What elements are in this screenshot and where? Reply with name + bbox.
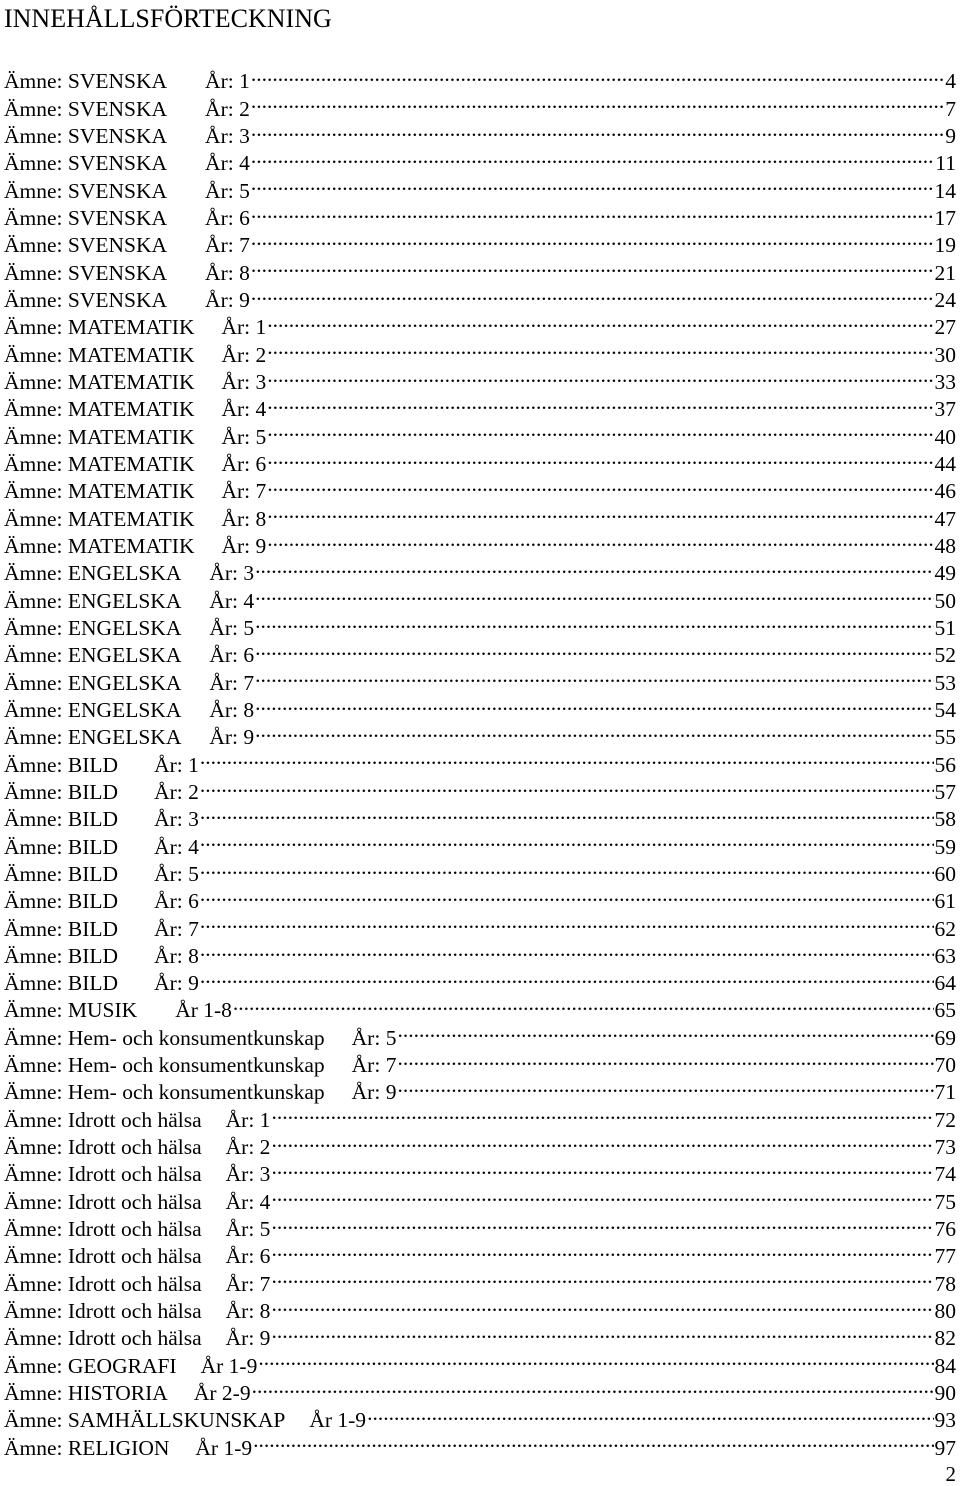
toc-entry-label <box>4 943 199 970</box>
toc-entry-page: 77 <box>934 1244 956 1269</box>
toc-entry-label <box>4 396 266 423</box>
toc-entry-year: År: 2 <box>154 779 199 804</box>
dot-leader <box>200 826 934 853</box>
dot-leader <box>251 88 944 115</box>
toc-entry-page: 30 <box>934 342 956 367</box>
dot-leader <box>267 416 933 443</box>
toc-entry-subject: Ämne: MATEMATIK <box>4 451 195 476</box>
toc-entry-subject: Ämne: Idrott och hälsa <box>4 1299 202 1324</box>
toc-entry-page: 72 <box>934 1107 956 1132</box>
toc-entry-label <box>4 150 250 177</box>
toc-entry-label <box>4 670 254 697</box>
toc-entry-page: 90 <box>934 1381 956 1406</box>
dot-leader <box>271 1209 933 1236</box>
toc-entry-page: 9 <box>945 123 956 148</box>
toc-entry-label <box>4 178 250 205</box>
toc-entry-year: År: 5 <box>154 861 199 886</box>
dot-leader <box>271 1181 933 1208</box>
toc-entry-page: 97 <box>934 1435 956 1460</box>
dot-leader <box>251 252 934 279</box>
toc-entry-page: 47 <box>934 506 956 531</box>
toc-entry-subject: Ämne: SVENSKA <box>4 205 168 230</box>
dot-leader <box>267 334 933 361</box>
toc-entry-subject: Ämne: BILD <box>4 752 119 777</box>
toc-entry-page: 84 <box>934 1353 956 1378</box>
toc-entry-label <box>4 1243 270 1270</box>
toc-entry-subject: Ämne: MATEMATIK <box>4 424 195 449</box>
dot-leader <box>251 61 944 88</box>
dot-leader <box>271 1127 933 1154</box>
dot-leader <box>267 471 933 498</box>
toc-entry-label <box>4 342 266 369</box>
dot-leader <box>397 1072 933 1099</box>
toc-entry-page: 93 <box>934 1408 956 1433</box>
toc-entry-subject: Ämne: Hem- och konsumentkunskap <box>4 1080 325 1105</box>
dot-leader <box>200 772 934 799</box>
toc-entry-label <box>4 916 199 943</box>
toc-entry-page: 78 <box>934 1271 956 1296</box>
dot-leader <box>267 362 933 389</box>
toc-entry-year: År: 9 <box>209 725 255 750</box>
dot-leader <box>255 717 933 744</box>
toc-entry-subject: Ämne: Idrott och hälsa <box>4 1189 202 1214</box>
toc-entry-subject: Ämne: BILD <box>4 889 119 914</box>
toc-entry-page: 76 <box>934 1217 956 1242</box>
toc-entry-year: År 1-9 <box>195 1435 253 1460</box>
toc-entry-year: År: 1 <box>205 69 250 94</box>
toc-entry-label <box>4 1189 270 1216</box>
toc-entry-subject: Ämne: MATEMATIK <box>4 369 195 394</box>
toc-entry-page: 61 <box>934 889 956 914</box>
toc-entry-subject: Ämne: Idrott och hälsa <box>4 1244 202 1269</box>
toc-entry-label <box>4 260 250 287</box>
toc-entry-label <box>4 834 199 861</box>
dot-leader <box>267 444 933 471</box>
toc-entry-page: 80 <box>934 1299 956 1324</box>
toc-entry-label <box>4 779 199 806</box>
toc-entry-page: 24 <box>934 287 956 312</box>
toc-entry-page: 40 <box>934 424 956 449</box>
toc-entry-year: År: 9 <box>205 287 250 312</box>
dot-leader <box>251 143 934 170</box>
dot-leader <box>253 1427 933 1454</box>
toc-entry-label <box>4 1161 270 1188</box>
toc-entry-page: 62 <box>934 916 956 941</box>
toc-entry-year: År: 3 <box>154 807 199 832</box>
toc-entry-label <box>4 752 199 779</box>
toc-entry-subject: Ämne: BILD <box>4 916 119 941</box>
toc-entry-label <box>4 314 266 341</box>
toc-entry-subject: Ämne: SVENSKA <box>4 178 168 203</box>
toc-entry-label <box>4 888 199 915</box>
toc-entry-label <box>4 970 199 997</box>
dot-leader <box>367 1400 933 1427</box>
toc-entry-page: 27 <box>934 315 956 340</box>
toc-entry-year: År: 3 <box>209 561 255 586</box>
toc-entry-label <box>4 697 254 724</box>
toc-entry-page: 44 <box>934 451 956 476</box>
toc-entry-year: År: 6 <box>205 205 250 230</box>
toc-entry-subject: Ämne: ENGELSKA <box>4 615 182 640</box>
toc-entry-subject: Ämne: MATEMATIK <box>4 506 195 531</box>
toc-entry-year: År: 4 <box>205 151 250 176</box>
toc-entry-label <box>4 806 199 833</box>
page-number: 2 <box>945 1462 956 1486</box>
toc-entry-label <box>4 96 250 123</box>
toc-entry-subject: Ämne: MATEMATIK <box>4 342 195 367</box>
dot-leader <box>200 744 934 771</box>
toc-entry-page: 14 <box>934 178 956 203</box>
dot-leader <box>397 1017 933 1044</box>
toc-entry-page: 4 <box>945 69 956 94</box>
toc-entry-subject: Ämne: BILD <box>4 943 119 968</box>
toc-entry-year: År: 7 <box>209 670 255 695</box>
toc-entry-subject: Ämne: ENGELSKA <box>4 697 182 722</box>
toc-entry-page: 7 <box>945 96 956 121</box>
toc-entry-subject: Ämne: Hem- och konsumentkunskap <box>4 1025 325 1050</box>
toc-entry-subject: Ämne: Idrott och hälsa <box>4 1135 202 1160</box>
toc-entry-year: År: 3 <box>205 123 250 148</box>
toc-entry-year: År: 3 <box>225 1162 271 1187</box>
toc-entry-label <box>4 1052 396 1079</box>
toc-entry-year: År 1-9 <box>200 1353 258 1378</box>
toc-entry-page: 49 <box>934 561 956 586</box>
dot-leader <box>251 170 934 197</box>
toc-entry-subject: Ämne: Idrott och hälsa <box>4 1217 202 1242</box>
toc-entry-label <box>4 287 250 314</box>
toc-entry-year: År: 7 <box>351 1053 397 1078</box>
toc-entry-year: År: 6 <box>225 1244 271 1269</box>
dot-leader <box>271 1291 933 1318</box>
dot-leader <box>255 635 933 662</box>
toc-entry-label <box>4 123 250 150</box>
toc-entry-page: 46 <box>934 479 956 504</box>
dot-leader <box>200 908 934 935</box>
toc-entry-subject: Ämne: BILD <box>4 807 119 832</box>
toc-entry-page: 19 <box>934 233 956 258</box>
toc-entry-page: 37 <box>934 397 956 422</box>
toc-entry-subject: Ämne: MATEMATIK <box>4 479 195 504</box>
toc-entry-subject: Ämne: MATEMATIK <box>4 533 195 558</box>
dot-leader <box>271 1236 933 1263</box>
dot-leader <box>200 881 934 908</box>
toc-entry-subject: Ämne: SVENSKA <box>4 123 168 148</box>
dot-leader <box>233 990 934 1017</box>
toc-entry-year: År: 6 <box>209 643 255 668</box>
dot-leader <box>271 1263 933 1290</box>
toc-entry-page: 17 <box>934 205 956 230</box>
toc-entry-year: År: 3 <box>221 369 267 394</box>
toc-entry-subject: Ämne: Idrott och hälsa <box>4 1326 202 1351</box>
toc-entry-label <box>4 642 254 669</box>
toc-entry-subject: Ämne: MATEMATIK <box>4 315 195 340</box>
toc-entry[interactable] <box>4 61 956 94</box>
toc-entry-subject: Ämne: Hem- och konsumentkunskap <box>4 1053 325 1078</box>
toc-entry-label <box>4 205 250 232</box>
toc-entry-label <box>4 997 232 1024</box>
toc-entry-year: År: 8 <box>209 697 255 722</box>
toc-entry-subject: Ämne: SVENSKA <box>4 260 168 285</box>
toc-entry-page: 50 <box>934 588 956 613</box>
toc-entry-year: År: 9 <box>351 1080 397 1105</box>
dot-leader <box>255 553 933 580</box>
dot-leader <box>200 936 934 963</box>
toc-entry-page: 56 <box>934 752 956 777</box>
toc-entry-year: År: 8 <box>154 943 199 968</box>
dot-leader <box>200 963 934 990</box>
toc-entry-page: 59 <box>934 834 956 859</box>
dot-leader <box>267 526 933 553</box>
dot-leader <box>251 280 934 307</box>
toc-entry-year: År: 2 <box>225 1135 271 1160</box>
toc-entry-page: 21 <box>934 260 956 285</box>
toc-entry-year: År: 2 <box>221 342 267 367</box>
toc-entry-label <box>4 1353 257 1380</box>
toc-entry-label <box>4 615 254 642</box>
toc-entry-page: 48 <box>934 533 956 558</box>
toc-entry-year: År: 5 <box>205 178 250 203</box>
toc-entry-subject: Ämne: SVENSKA <box>4 287 168 312</box>
toc-entry-subject: Ämne: BILD <box>4 971 119 996</box>
dot-leader <box>200 799 934 826</box>
toc-entry-page: 63 <box>934 943 956 968</box>
dot-leader <box>252 1373 934 1400</box>
toc-entry-label <box>4 68 250 95</box>
toc-entry-year: År: 4 <box>221 397 267 422</box>
toc-entry-subject: Ämne: GEOGRAFI <box>4 1353 177 1378</box>
toc-entry-year: År: 8 <box>221 506 267 531</box>
toc-entry-page: 52 <box>934 643 956 668</box>
toc-entry-subject: Ämne: ENGELSKA <box>4 561 182 586</box>
toc-entry-year: År: 1 <box>154 752 199 777</box>
toc-entry-page: 54 <box>934 697 956 722</box>
toc-entry-page: 71 <box>934 1080 956 1105</box>
toc-entry-year: År: 1 <box>225 1107 271 1132</box>
toc-entry-page: 58 <box>934 807 956 832</box>
toc-entry-page: 69 <box>934 1025 956 1050</box>
toc-entry-year: År: 5 <box>221 424 267 449</box>
toc-entry-subject: Ämne: MUSIK <box>4 998 138 1023</box>
toc-entry-year: År: 9 <box>154 971 199 996</box>
toc-entry-label <box>4 588 254 615</box>
toc-entry-year: År: 7 <box>225 1271 271 1296</box>
toc-entry-label <box>4 1025 396 1052</box>
toc-entry-year: År: 5 <box>351 1025 397 1050</box>
toc-entry-year: År: 7 <box>205 233 250 258</box>
toc-entry-page: 11 <box>935 151 956 176</box>
toc-entry-page: 53 <box>934 670 956 695</box>
toc-entry-year: År 2-9 <box>193 1381 251 1406</box>
toc-entry-label <box>4 1298 270 1325</box>
dot-leader <box>271 1099 933 1126</box>
toc-entry-subject: Ämne: ENGELSKA <box>4 588 182 613</box>
toc-entry-year: År: 5 <box>209 615 255 640</box>
dot-leader <box>267 498 933 525</box>
toc-entry-subject: Ämne: SVENSKA <box>4 151 168 176</box>
toc-entry-year: År: 6 <box>221 451 267 476</box>
toc-entry-subject: Ämne: ENGELSKA <box>4 725 182 750</box>
dot-leader <box>267 307 933 334</box>
toc-entry-year: År: 7 <box>221 479 267 504</box>
toc-entry-subject: Ämne: ENGELSKA <box>4 643 182 668</box>
toc-entry-page: 57 <box>934 779 956 804</box>
dot-leader <box>271 1154 933 1181</box>
toc-entry-label <box>4 1325 270 1352</box>
toc-entry-label <box>4 232 250 259</box>
toc-entry-subject: Ämne: SAMHÄLLSKUNSKAP <box>4 1408 286 1433</box>
toc-entry-label <box>4 1216 270 1243</box>
dot-leader <box>255 662 933 689</box>
toc-entry-subject: Ämne: SVENSKA <box>4 233 168 258</box>
toc-entry-subject: Ämne: SVENSKA <box>4 69 168 94</box>
toc-entry-year: År: 9 <box>225 1326 271 1351</box>
toc-entry-label <box>4 1107 270 1134</box>
toc-entry-subject: Ämne: ENGELSKA <box>4 670 182 695</box>
toc-entry-page: 33 <box>934 369 956 394</box>
toc-entry-year: År 1-8 <box>175 998 232 1023</box>
toc-entry-year: År: 7 <box>154 916 199 941</box>
toc-entry-label <box>4 1435 252 1462</box>
toc-entry-year: År: 4 <box>154 834 199 859</box>
dot-leader <box>397 1045 933 1072</box>
toc-entry-subject: Ämne: BILD <box>4 834 119 859</box>
toc-entry-label <box>4 369 266 396</box>
toc-entry-page: 75 <box>934 1189 956 1214</box>
toc-entry-page: 65 <box>934 998 956 1023</box>
toc-entry-year: År: 9 <box>221 533 267 558</box>
toc-entry-year: År: 2 <box>205 96 250 121</box>
toc-entry-subject: Ämne: SVENSKA <box>4 96 168 121</box>
toc-entry-subject: Ämne: Idrott och hälsa <box>4 1162 202 1187</box>
toc-entry-page: 74 <box>934 1162 956 1187</box>
toc-entry-label <box>4 424 266 451</box>
toc-entry-label <box>4 861 199 888</box>
dot-leader <box>251 198 934 225</box>
toc-entry-label <box>4 560 254 587</box>
toc-entry-label <box>4 1271 270 1298</box>
table-of-contents <box>4 61 956 1460</box>
toc-entry-subject: Ämne: MATEMATIK <box>4 397 195 422</box>
toc-entry-label <box>4 1134 270 1161</box>
toc-entry-page: 60 <box>934 861 956 886</box>
toc-entry-subject: Ämne: Idrott och hälsa <box>4 1107 202 1132</box>
toc-entry-label <box>4 1380 251 1407</box>
toc-entry-year: År: 8 <box>225 1299 271 1324</box>
dot-leader <box>251 116 944 143</box>
toc-entry-subject: Ämne: BILD <box>4 861 119 886</box>
toc-entry-label <box>4 451 266 478</box>
toc-entry-page: 55 <box>934 725 956 750</box>
toc-entry-label <box>4 506 266 533</box>
toc-entry-year: År: 6 <box>154 889 199 914</box>
toc-entry-page: 70 <box>934 1053 956 1078</box>
toc-entry-page: 82 <box>934 1326 956 1351</box>
toc-entry-label <box>4 478 266 505</box>
dot-leader <box>255 580 933 607</box>
dot-leader <box>267 389 933 416</box>
toc-entry-year: År: 1 <box>221 315 267 340</box>
dot-leader <box>251 225 934 252</box>
toc-entry-year: År: 8 <box>205 260 250 285</box>
toc-entry-year: År: 4 <box>225 1189 271 1214</box>
toc-entry-year: År: 4 <box>209 588 255 613</box>
dot-leader <box>200 854 934 881</box>
toc-entry-page: 73 <box>934 1135 956 1160</box>
toc-entry-page: 64 <box>934 971 956 996</box>
toc-entry-year: År 1-9 <box>309 1408 367 1433</box>
dot-leader <box>255 608 933 635</box>
page-title: INNEHÅLLSFÖRTECKNING <box>4 4 332 33</box>
toc-entry-year: År: 5 <box>225 1217 271 1242</box>
dot-leader <box>271 1318 933 1345</box>
toc-entry-subject: Ämne: RELIGION <box>4 1435 170 1460</box>
toc-entry-page: 51 <box>934 615 956 640</box>
toc-entry-label <box>4 533 266 560</box>
toc-entry-subject: Ämne: BILD <box>4 779 119 804</box>
dot-leader <box>255 690 933 717</box>
toc-entry-subject: Ämne: Idrott och hälsa <box>4 1271 202 1296</box>
dot-leader <box>258 1345 933 1372</box>
toc-entry-subject: Ämne: HISTORIA <box>4 1381 168 1406</box>
